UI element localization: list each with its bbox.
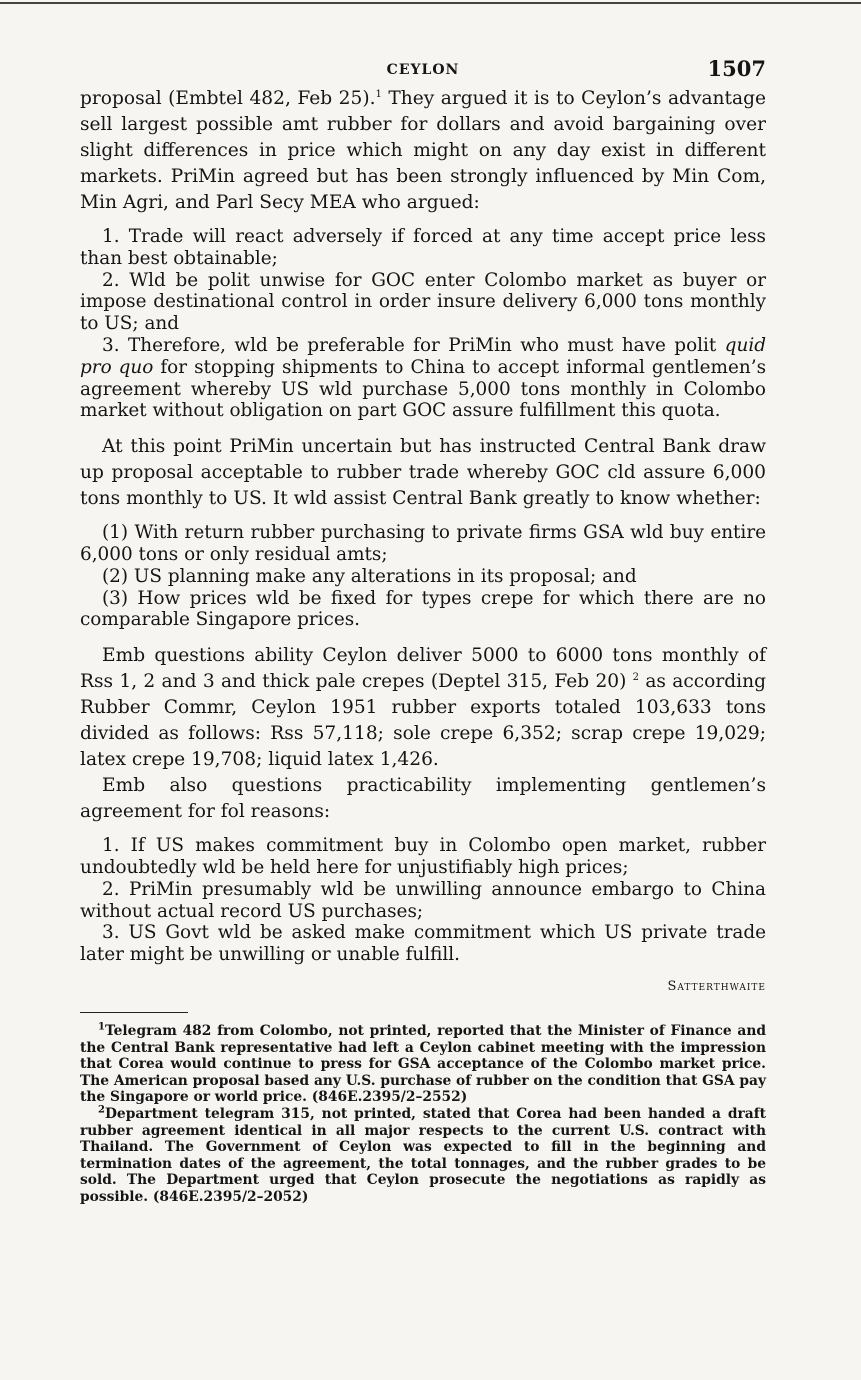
list-item: 2. PriMin presumably wld be unwilling announce embargo to China without actual record US purchases; [80, 878, 766, 922]
list-item: (3) How prices wld be fixed for types crepe for which there are no comparable Singapore prices. [80, 587, 766, 631]
paragraph-exports [80, 643, 766, 773]
paragraph-text: as according Rubber Commr, Ceylon 1951 rubber exports totaled 103,633 tons divided as follows: Rss 57,118; sole crepe 6,352; scrap crepe 19,029; latex crepe 19,708; liquid latex 1,426. [80, 671, 766, 771]
page-number: 1507 [707, 56, 766, 81]
footnote-text: Department telegram 315, not printed, stated that Corea had been handed a draft rubber agreement identical in all major respects to the current U.S. contract with Thailand. The Government of Ceylon was expected to fill in the beginning and termination dates of the agreement, the total tonnages, and the rubber grades to be sold. The Department urged that Ceylon prosecute the negotiations as rapidly as possible. (846E.2395/2–2052) [80, 1105, 766, 1205]
paragraph-text: Emb questions ability Ceylon deliver 5000 to 6000 tons monthly of Rss 1, 2 and 3 and thick pale crepes (Deptel 315, Feb 20) [80, 645, 766, 693]
italic-phrase: quid pro quo [80, 334, 766, 378]
footnotes [80, 1023, 766, 1206]
footnote-mark: 1 [98, 1021, 105, 1033]
page-header [80, 56, 766, 86]
body-text [80, 86, 766, 996]
running-head: CEYLON [386, 62, 460, 78]
paragraph-proposal [80, 86, 766, 216]
list-item: 1. Trade will react adversely if forced at any time accept price less than best obtainable; [80, 226, 766, 269]
list-item: (1) With return rubber purchasing to private firms GSA wld buy entire 6,000 tons or only residual amts; [80, 522, 766, 565]
paragraph-text: They argued it is to Ceylon’s advantage sell largest possible amt rubber for dollars and avoid bargaining over slight differences in price which might on any day exist in different markets. PriMin agreed but has been strongly influenced by Min Com, Min Agri, and Parl Secy MEA who argued: [80, 88, 766, 213]
question-list [80, 522, 766, 631]
list-item [80, 335, 766, 422]
footnote-ref-1: 1 [375, 88, 382, 100]
list-item: 1. If US makes commitment buy in Colombo open market, rubber undoubtedly wld be held here for unjustifiably high prices; [80, 835, 766, 878]
list-item: 2. Wld be polit unwise for GOC enter Colombo market as buyer or impose destinational control in order insure delivery 6,000 tons monthly to US; and [80, 269, 766, 335]
list-item: (2) US planning make any alterations in its proposal; and [102, 565, 637, 587]
document-page [80, 56, 766, 1205]
footnote-mark: 2 [98, 1104, 105, 1116]
paragraph-text: proposal (Embtel 482, Feb 25). [80, 88, 376, 109]
signature: Satterthwaite [667, 978, 766, 994]
argument-list [80, 226, 766, 422]
list-item-text: 3. Therefore, wld be preferable for PriMin who must have polit [102, 334, 725, 356]
footnote-text: Telegram 482 from Colombo, not printed, reported that the Minister of Finance and the Central Bank representative had left a Ceylon cabinet meeting with the impression that Corea would continue to press for GSA acceptance of the Colombo market price. The American proposal based any U.S. purchase of rubber on the condition that GSA pay the Singapore or world price. (846E.2395/2–2552) [80, 1022, 767, 1106]
footnote-divider [80, 1012, 188, 1013]
list-item-text: for stopping shipments to China to accept informal gentlemen’s agreement whereby US wld purchase 5,000 tons monthly in Colombo market without obligation on part GOC assure fulfillment this quota. [80, 356, 767, 422]
paragraph-practicability: Emb also questions practicability implementing gentlemen’s agreement for fol reasons: [80, 775, 766, 823]
footnote-1 [80, 1023, 766, 1106]
reasons-list [80, 835, 766, 966]
footnote-ref-2: 2 [632, 671, 640, 683]
paragraph-central-bank: At this point PriMin uncertain but has instructed Central Bank draw up proposal acceptable to rubber trade whereby GOC cld assure 6,000 tons monthly to US. It wld assist Central Bank greatly to know whether: [80, 436, 766, 510]
top-border-line [0, 2, 861, 4]
footnote-2 [80, 1106, 766, 1206]
list-item: 3. US Govt wld be asked make commitment which US private trade later might be unwilling or unable fulfill. [80, 922, 766, 966]
